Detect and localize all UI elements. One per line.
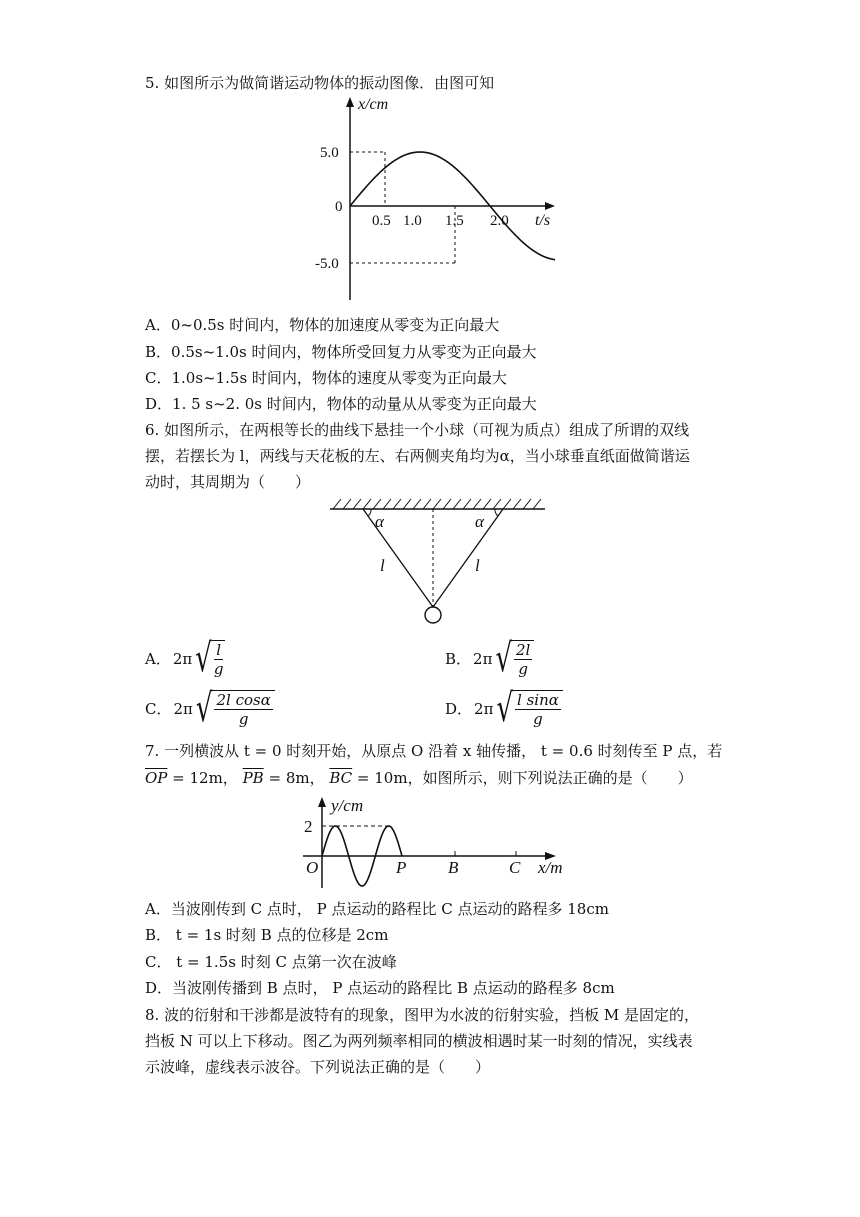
q6-option-c [145, 686, 275, 732]
q6-option-b-letter: B． [445, 650, 472, 668]
q6-option-a-numerator: l [216, 641, 222, 659]
q7-segment-pb: $\overline{PB}$ [242, 769, 264, 787]
q6-option-a-coef: 2π [172, 650, 193, 668]
q7-segment-op-value: = 12m， [167, 769, 238, 787]
q6-ball [425, 607, 441, 623]
q6-option-a [145, 636, 225, 682]
q6-length-left-label: l [380, 556, 385, 575]
q6-angle-right-label: α [475, 512, 484, 531]
q7-segment-bc-value: = 10m，如图所示，则下列说法正确的是（ ） [352, 769, 693, 787]
q7-segment-pb-value: = 8m， [263, 769, 325, 787]
q6-stem-line-1: 6. 如图所示，在两根等长的曲线下悬挂一个小球（可视为质点）组成了所谓的双线 [145, 421, 690, 439]
q5-y-axis-label: x/cm [358, 96, 389, 113]
q6-angle-left-label: α [375, 512, 384, 531]
q6-option-b-sqrt: √ $\frac{2l}{g}$ [495, 640, 534, 678]
q6-option-d-numerator: l sinα [517, 691, 559, 709]
q5-x-tick-2.0: 2.0 [490, 213, 509, 229]
q7-option-a: A．当波刚传到 C 点时， P 点运动的路程比 C 点运动的路程多 18cm [145, 900, 609, 918]
q7-amplitude-label: 2 [304, 817, 313, 836]
q6-stem-line-3: 动时，其周期为（ ） [145, 473, 311, 491]
q6-option-b-numerator: 2l [516, 641, 531, 659]
q7-option-c: C． t = 1.5s 时刻 C 点第一次在波峰 [145, 953, 397, 971]
q6-option-c-denominator: g [238, 710, 249, 728]
q7-segment-bc: $\overline{BC}$ [329, 769, 353, 787]
q6-option-a-letter: A． [145, 650, 171, 668]
q7-transverse-wave-figure [298, 793, 588, 888]
q6-option-b-coef: 2π [473, 650, 493, 668]
q6-option-a-denominator: g [213, 660, 224, 678]
q6-option-b [445, 636, 534, 682]
q6-option-c-numerator: 2l cosα [216, 691, 271, 709]
q7-stem-line-1: 7. 一列横波从 t = 0 时刻开始，从原点 O 沿着 x 轴传播， t = 0.6 时刻传至 P 点，若 [145, 742, 723, 760]
q7-y-axis-label: y/cm [331, 796, 364, 815]
q7-x-axis-label: x/m [538, 858, 563, 877]
q7-point-b: B [448, 858, 459, 877]
q5-stem: 5. 如图所示为做简谐运动物体的振动图像．由图可知 [145, 74, 495, 92]
q7-point-c: C [509, 858, 521, 877]
q6-option-d-sqrt: √ $\frac{\text{l sinα}}{g}$ [496, 690, 562, 728]
q5-y-tick-neg5: -5.0 [315, 256, 339, 272]
q5-y-tick-0: 0 [335, 199, 343, 215]
q6-option-d-coef: 2π [474, 700, 494, 718]
q6-stem-line-2: 摆，若摆长为 l，两线与天花板的左、右两侧夹角均为α，当小球垂直纸面做简谐运 [145, 447, 690, 465]
q7-point-o: O [306, 858, 319, 877]
q6-option-c-sqrt: √ $\frac{\text{2l cosα}}{g}$ [196, 690, 275, 728]
q7-segment-op: $\overline{OP}$ [145, 769, 168, 787]
q6-option-d [445, 686, 563, 732]
q5-x-tick-1.0: 1.0 [403, 213, 422, 229]
q5-x-axis-label: t/s [535, 212, 551, 229]
q7-stem-line-2 [145, 768, 693, 788]
q8-stem-line-1: 8. 波的衍射和干涉都是波特有的现象，图甲为水波的衍射实验，挡板 M 是固定的， [145, 1006, 699, 1024]
q5-option-a: A．0~0.5s 时间内，物体的加速度从零变为正向最大 [145, 316, 500, 334]
q5-y-tick-5: 5.0 [320, 145, 339, 161]
q6-option-d-denominator: g [533, 710, 543, 728]
q7-option-b: B． t = 1s 时刻 B 点的位移是 2cm [145, 926, 389, 944]
q5-x-tick-1.5: 1.5 [445, 213, 464, 229]
q6-option-a-sqrt: √ $\frac{l}{g}$ [195, 636, 224, 682]
q5-x-tick-0.5: 0.5 [372, 213, 391, 229]
q6-option-b-denominator: g [518, 660, 528, 678]
q7-point-p: P [396, 858, 407, 877]
q7-option-d: D．当波刚传播到 B 点时， P 点运动的路程比 B 点运动的路程多 8cm [145, 979, 615, 997]
q6-bifilar-pendulum-figure [325, 497, 555, 627]
q6-option-c-letter: C． [145, 700, 172, 718]
q5-option-d: D．1. 5 s~2. 0s 时间内，物体的动量从从零变为正向最大 [145, 395, 537, 413]
q5-option-c: C．1.0s~1.5s 时间内，物体的速度从零变为正向最大 [145, 369, 507, 387]
q5-option-b: B．0.5s~1.0s 时间内，物体所受回复力从零变为正向最大 [145, 343, 537, 361]
q8-stem-line-3: 示波峰，虚线表示波谷。下列说法正确的是（ ） [145, 1058, 491, 1076]
q6-option-d-letter: D． [445, 700, 473, 718]
q5-vibration-graph [315, 95, 555, 300]
q8-stem-line-2: 挡板 N 可以上下移动。图乙为两列频率相同的横波相遇时某一时刻的情况，实线表 [145, 1032, 693, 1050]
q6-length-right-label: l [475, 556, 480, 575]
q6-option-c-coef: 2π [173, 700, 193, 718]
